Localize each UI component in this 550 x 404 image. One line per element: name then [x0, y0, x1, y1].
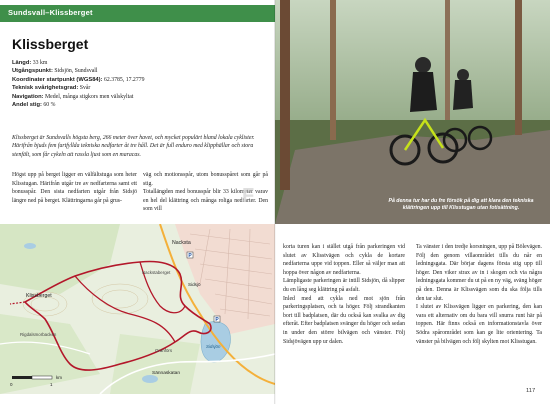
fact-difficulty: Teknisk svårighetsgrad: Svår [12, 85, 91, 92]
fact-length: Längd: 33 km [12, 60, 48, 66]
map-label-nackstaberget: Nackstaberget [142, 270, 171, 275]
section-header-bar [0, 5, 275, 22]
parking-icon [187, 252, 193, 259]
facts-box [12, 59, 267, 109]
section-header-text: Sundsvall–Klissberget [8, 8, 93, 17]
body-column-1: Högst upp på berget ligger en välfältstuga som heter Klisstugan. Härifrån utgår tre av nedfarterna samt ett bonusspår. Den sista nedfarten utgår från Sidsjö längre ned på berget. Klättringarna går på grus- [12, 172, 137, 204]
forest-area [110, 334, 200, 394]
body-column-2: väg och motionsspår, utom bonusspåret som går på stig. Totallängden med bonusspår blir 33 kilometer varav en hel del klättring och många roliga nedfarter. Den som vill [143, 172, 268, 213]
fact-navigation: Navigation: Medel, många stigkors men välskyltat [12, 93, 134, 100]
map-label-granfors: Granförs [155, 348, 173, 353]
small-lake [142, 375, 158, 383]
map-label-sannaskatan: Sännaskatan [152, 371, 181, 376]
map-label-klissberget: Klissberget [26, 293, 52, 299]
svg-text:km: km [56, 375, 62, 380]
svg-text:0: 0 [10, 382, 13, 387]
map-label-rigdalen: Rigdalsmorbacken [20, 332, 57, 337]
fact-coordinates: Koordinater startpunkt (WGS84): 62.3785, 17.2779 [12, 76, 145, 83]
map-label-sidsjon: Sidsjön [206, 344, 221, 349]
route-map [0, 224, 275, 394]
photo-caption: På denna tur har du fre försök på dig att klara den tekniska klättringen upp till Klisstugan utan fotisättning. [388, 198, 534, 211]
intro-paragraph: Klissberget är Sundsvalls högsta berg, 266 meter över havet, och mycket populärt bland lokala cyklister. Härifrån bjuds fem fartfyllda tekniska nedfarter åt tre håll. Det är full enduro med klipphällar och stora stenfält, som får cykeln att rassla ljust som en maracas. [12, 135, 255, 158]
fact-trail-share: Andel stig: 60 % [12, 102, 56, 109]
body-column-4: Ta vänster i den tredje korsningen, upp på Bölevägen. Följ den genom villaområdet tills du når en ledningsgata. Där börjar dagens första stig upp till höger. Den viker strax av in i skogen och via några ledningsgata kommer du ut på en ny väg, sväng höger på den. Denna är Klissvägen som du ska följa tills den tar slut. I slutet av Klissvägen ligger en parkering, den kan vara ett alternativ om du bara vill snurra runt här på toppen. Här finns också en informationstavla över Södra spårområdet som kan ge lite orientering. Ta vänster på bilvägen och följ skylten mot Klisstugan. [416, 244, 542, 345]
svg-text:1: 1 [50, 382, 53, 387]
faded-letter: F [242, 185, 255, 207]
cyclist-photo [275, 0, 550, 224]
small-lake [24, 243, 36, 249]
svg-text:P: P [188, 253, 192, 260]
parking-icon [214, 316, 220, 323]
book-gutter [274, 0, 276, 404]
fact-start: Utgångspunkt: Sidsjön, Sundsvall [12, 68, 98, 75]
page-title: Klissberget [12, 36, 89, 52]
page-number: 117 [526, 388, 536, 394]
map-label-sidsjo: Sidsjö [188, 282, 201, 287]
svg-text:P: P [215, 317, 219, 324]
body-column-3: korta turen kan i stället utgå från parkeringen vid slutet av Klisstvägen och cykla de kortare nedfarterna uppe vid toppen. Eller så väljer man att hoppa över någon av nedfarterna. Lämpligaste parkeringen är intill Sidsjön, då slipper du en lång seg klättring på asfalt. Inled med att cykla ned mot sjön från parkeringsplatsen, och ta höger. Följ strandkanten bort till badplatsen, där du också kan svalka av dig efteråt. Efter badplatsen svänger du höger och sedan in under den större bilvägen och vänster. Följ Sidsjövägen upp ur dalen. [283, 244, 405, 345]
map-label-nacksta: Nacksta [172, 240, 191, 246]
